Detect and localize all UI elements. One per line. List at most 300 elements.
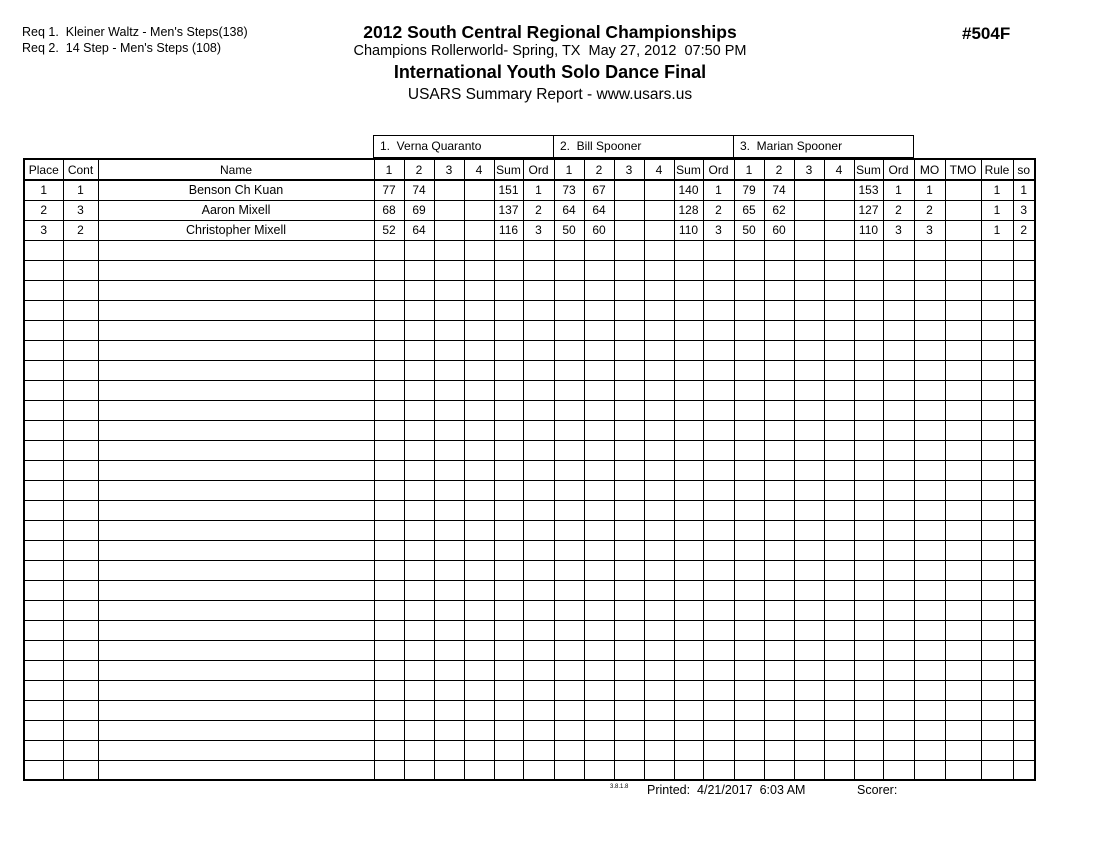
empty-cell: [24, 560, 63, 580]
empty-cell: [1013, 440, 1035, 460]
empty-cell: [434, 240, 464, 260]
empty-cell: [464, 400, 494, 420]
empty-cell: [703, 740, 734, 760]
empty-cell: [614, 680, 644, 700]
empty-cell: [914, 420, 945, 440]
empty-cell: [404, 640, 434, 660]
empty-cell: [883, 540, 914, 560]
column-header: Rule: [981, 159, 1013, 180]
empty-cell: [674, 280, 703, 300]
empty-cell: [945, 280, 981, 300]
empty-cell: [63, 460, 98, 480]
empty-cell: [98, 680, 374, 700]
empty-cell: [674, 340, 703, 360]
results-table-header: [24, 159, 1035, 180]
empty-cell: [24, 640, 63, 660]
column-header: Ord: [703, 159, 734, 180]
empty-cell: [674, 700, 703, 720]
empty-cell: [464, 420, 494, 440]
empty-cell: [24, 460, 63, 480]
empty-cell: [464, 560, 494, 580]
empty-cell: [434, 680, 464, 700]
empty-cell: [644, 640, 674, 660]
empty-cell: [764, 360, 794, 380]
table-cell: [614, 180, 644, 200]
empty-cell: [404, 360, 434, 380]
empty-cell: [614, 600, 644, 620]
empty-cell: [674, 720, 703, 740]
empty-cell: [764, 500, 794, 520]
empty-cell: [98, 480, 374, 500]
empty-cell: [703, 700, 734, 720]
empty-cell: [914, 300, 945, 320]
empty-row: [24, 640, 1035, 660]
empty-cell: [554, 560, 584, 580]
empty-cell: [854, 400, 883, 420]
empty-cell: [494, 580, 523, 600]
empty-cell: [584, 360, 614, 380]
table-cell: 1: [523, 180, 554, 200]
empty-cell: [494, 240, 523, 260]
empty-cell: [674, 560, 703, 580]
empty-cell: [883, 660, 914, 680]
empty-cell: [734, 640, 764, 660]
empty-cell: [644, 740, 674, 760]
column-header: MO: [914, 159, 945, 180]
empty-cell: [945, 240, 981, 260]
empty-cell: [945, 320, 981, 340]
empty-cell: [464, 480, 494, 500]
empty-cell: [614, 520, 644, 540]
empty-cell: [374, 280, 404, 300]
empty-cell: [584, 760, 614, 780]
empty-cell: [1013, 700, 1035, 720]
version-number: 3.8.1.8: [610, 784, 629, 790]
empty-cell: [614, 240, 644, 260]
empty-cell: [494, 600, 523, 620]
table-cell: [464, 220, 494, 240]
empty-cell: [824, 300, 854, 320]
empty-cell: [981, 320, 1013, 340]
empty-cell: [674, 540, 703, 560]
empty-cell: [98, 380, 374, 400]
table-cell: 1: [703, 180, 734, 200]
empty-cell: [883, 420, 914, 440]
empty-cell: [494, 360, 523, 380]
empty-cell: [63, 700, 98, 720]
empty-cell: [404, 320, 434, 340]
empty-row: [24, 300, 1035, 320]
empty-cell: [554, 280, 584, 300]
empty-cell: [794, 240, 824, 260]
empty-cell: [703, 300, 734, 320]
empty-cell: [523, 660, 554, 680]
column-header: TMO: [945, 159, 981, 180]
empty-cell: [614, 480, 644, 500]
empty-cell: [794, 740, 824, 760]
empty-cell: [434, 640, 464, 660]
empty-cell: [644, 260, 674, 280]
table-cell: [614, 200, 644, 220]
empty-cell: [584, 680, 614, 700]
empty-cell: [434, 660, 464, 680]
empty-cell: [374, 240, 404, 260]
empty-cell: [404, 420, 434, 440]
empty-cell: [703, 480, 734, 500]
empty-cell: [614, 380, 644, 400]
empty-cell: [554, 500, 584, 520]
table-cell: [945, 220, 981, 240]
column-header: 4: [464, 159, 494, 180]
empty-cell: [374, 500, 404, 520]
empty-cell: [614, 420, 644, 440]
empty-cell: [981, 740, 1013, 760]
scorer-label: Scorer:: [857, 783, 898, 797]
empty-row: [24, 560, 1035, 580]
empty-cell: [98, 320, 374, 340]
empty-cell: [981, 480, 1013, 500]
empty-cell: [374, 420, 404, 440]
column-header: Ord: [883, 159, 914, 180]
empty-cell: [614, 280, 644, 300]
empty-cell: [464, 680, 494, 700]
empty-cell: [63, 740, 98, 760]
empty-cell: [523, 460, 554, 480]
empty-cell: [98, 620, 374, 640]
empty-cell: [764, 460, 794, 480]
empty-cell: [554, 440, 584, 460]
empty-cell: [794, 420, 824, 440]
column-header: 4: [824, 159, 854, 180]
empty-cell: [824, 760, 854, 780]
column-header: 2: [404, 159, 434, 180]
empty-cell: [764, 520, 794, 540]
empty-cell: [644, 460, 674, 480]
empty-cell: [914, 520, 945, 540]
table-cell: 3: [63, 200, 98, 220]
empty-cell: [554, 360, 584, 380]
empty-cell: [883, 360, 914, 380]
empty-cell: [1013, 540, 1035, 560]
empty-cell: [914, 600, 945, 620]
empty-cell: [63, 620, 98, 640]
empty-cell: [523, 440, 554, 460]
empty-cell: [523, 600, 554, 620]
empty-cell: [734, 660, 764, 680]
empty-cell: [523, 340, 554, 360]
empty-cell: [674, 740, 703, 760]
table-cell: 69: [404, 200, 434, 220]
empty-cell: [703, 760, 734, 780]
judge-2-name-box: 2. Bill Spooner: [553, 135, 734, 158]
empty-cell: [914, 480, 945, 500]
empty-cell: [674, 240, 703, 260]
empty-cell: [584, 420, 614, 440]
empty-row: [24, 280, 1035, 300]
empty-cell: [914, 460, 945, 480]
table-cell: 3: [523, 220, 554, 240]
table-cell: 77: [374, 180, 404, 200]
table-cell: [644, 220, 674, 240]
empty-row: [24, 580, 1035, 600]
column-header: Sum: [494, 159, 523, 180]
empty-cell: [854, 500, 883, 520]
empty-cell: [523, 560, 554, 580]
empty-cell: [1013, 380, 1035, 400]
table-cell: 64: [554, 200, 584, 220]
empty-cell: [494, 660, 523, 680]
empty-cell: [98, 280, 374, 300]
empty-cell: [584, 500, 614, 520]
empty-cell: [584, 620, 614, 640]
empty-cell: [734, 520, 764, 540]
empty-cell: [494, 260, 523, 280]
empty-cell: [464, 640, 494, 660]
empty-cell: [494, 440, 523, 460]
empty-cell: [584, 280, 614, 300]
empty-cell: [734, 500, 764, 520]
empty-cell: [24, 360, 63, 380]
empty-row: [24, 540, 1035, 560]
empty-cell: [914, 560, 945, 580]
empty-cell: [584, 260, 614, 280]
empty-cell: [98, 760, 374, 780]
empty-cell: [464, 600, 494, 620]
empty-cell: [981, 460, 1013, 480]
table-cell: 1: [883, 180, 914, 200]
empty-row: [24, 260, 1035, 280]
empty-cell: [24, 760, 63, 780]
empty-cell: [734, 740, 764, 760]
empty-cell: [494, 540, 523, 560]
empty-cell: [824, 700, 854, 720]
column-header: 2: [584, 159, 614, 180]
empty-cell: [404, 660, 434, 680]
empty-cell: [734, 280, 764, 300]
empty-cell: [764, 680, 794, 700]
empty-row: [24, 320, 1035, 340]
empty-cell: [98, 660, 374, 680]
table-cell: 50: [554, 220, 584, 240]
empty-cell: [883, 760, 914, 780]
table-cell: 128: [674, 200, 703, 220]
empty-cell: [794, 760, 824, 780]
column-header: 1: [554, 159, 584, 180]
empty-cell: [523, 500, 554, 520]
empty-cell: [734, 720, 764, 740]
empty-cell: [98, 560, 374, 580]
empty-cell: [434, 740, 464, 760]
empty-cell: [584, 380, 614, 400]
empty-cell: [63, 240, 98, 260]
empty-cell: [63, 540, 98, 560]
empty-cell: [404, 340, 434, 360]
empty-cell: [644, 580, 674, 600]
empty-cell: [584, 700, 614, 720]
empty-cell: [374, 740, 404, 760]
empty-cell: [374, 720, 404, 740]
empty-cell: [523, 740, 554, 760]
empty-cell: [644, 280, 674, 300]
table-cell: [945, 180, 981, 200]
empty-cell: [374, 640, 404, 660]
empty-row: [24, 620, 1035, 640]
empty-cell: [63, 480, 98, 500]
empty-cell: [794, 320, 824, 340]
empty-cell: [644, 680, 674, 700]
empty-cell: [703, 280, 734, 300]
empty-cell: [98, 420, 374, 440]
empty-cell: [644, 540, 674, 560]
empty-cell: [404, 740, 434, 760]
table-cell: 1: [981, 220, 1013, 240]
empty-cell: [63, 640, 98, 660]
empty-cell: [764, 400, 794, 420]
empty-cell: [883, 520, 914, 540]
empty-cell: [945, 500, 981, 520]
empty-cell: [703, 380, 734, 400]
empty-cell: [523, 640, 554, 660]
empty-cell: [374, 360, 404, 380]
empty-cell: [98, 720, 374, 740]
empty-cell: [945, 560, 981, 580]
header-row: [24, 159, 1035, 180]
judge-1-name-box: 1. Verna Quaranto: [373, 135, 554, 158]
empty-cell: [554, 640, 584, 660]
empty-row: [24, 340, 1035, 360]
event-title: International Youth Solo Dance Final: [393, 62, 707, 82]
empty-cell: [1013, 600, 1035, 620]
empty-row: [24, 420, 1035, 440]
empty-cell: [98, 540, 374, 560]
empty-cell: [914, 500, 945, 520]
table-cell: 2: [523, 200, 554, 220]
empty-cell: [883, 740, 914, 760]
table-cell: 65: [734, 200, 764, 220]
empty-cell: [24, 420, 63, 440]
empty-cell: [854, 440, 883, 460]
empty-cell: [854, 300, 883, 320]
empty-cell: [945, 540, 981, 560]
empty-cell: [854, 520, 883, 540]
empty-cell: [494, 740, 523, 760]
empty-cell: [794, 460, 824, 480]
empty-cell: [764, 740, 794, 760]
empty-cell: [614, 540, 644, 560]
empty-cell: [824, 400, 854, 420]
empty-cell: [464, 280, 494, 300]
table-cell: 1: [914, 180, 945, 200]
empty-cell: [764, 300, 794, 320]
empty-cell: [614, 340, 644, 360]
empty-cell: [734, 760, 764, 780]
empty-cell: [794, 660, 824, 680]
event-number: #504F: [962, 24, 1011, 43]
empty-cell: [584, 480, 614, 500]
empty-cell: [24, 280, 63, 300]
empty-cell: [794, 280, 824, 300]
empty-cell: [464, 620, 494, 640]
empty-cell: [434, 320, 464, 340]
empty-cell: [98, 740, 374, 760]
empty-cell: [945, 700, 981, 720]
empty-cell: [98, 700, 374, 720]
empty-row: [24, 700, 1035, 720]
empty-cell: [404, 620, 434, 640]
empty-cell: [824, 380, 854, 400]
empty-cell: [703, 500, 734, 520]
empty-cell: [554, 740, 584, 760]
empty-cell: [764, 440, 794, 460]
empty-cell: [945, 300, 981, 320]
empty-cell: [554, 680, 584, 700]
empty-cell: [523, 680, 554, 700]
empty-cell: [523, 700, 554, 720]
empty-cell: [854, 760, 883, 780]
empty-cell: [374, 520, 404, 540]
empty-cell: [914, 280, 945, 300]
empty-cell: [63, 320, 98, 340]
empty-cell: [945, 340, 981, 360]
empty-cell: [464, 460, 494, 480]
empty-cell: [523, 300, 554, 320]
empty-cell: [24, 240, 63, 260]
empty-row: [24, 380, 1035, 400]
empty-cell: [63, 300, 98, 320]
empty-cell: [734, 620, 764, 640]
table-cell: 67: [584, 180, 614, 200]
empty-cell: [644, 340, 674, 360]
empty-cell: [824, 560, 854, 580]
table-cell: 137: [494, 200, 523, 220]
empty-cell: [854, 620, 883, 640]
empty-cell: [794, 580, 824, 600]
empty-cell: [914, 580, 945, 600]
empty-cell: [945, 440, 981, 460]
empty-cell: [794, 560, 824, 580]
empty-cell: [404, 380, 434, 400]
empty-cell: [98, 340, 374, 360]
table-cell: 3: [1013, 200, 1035, 220]
empty-cell: [1013, 480, 1035, 500]
empty-row: [24, 460, 1035, 480]
empty-cell: [914, 240, 945, 260]
empty-cell: [981, 440, 1013, 460]
empty-cell: [703, 360, 734, 380]
empty-cell: [1013, 740, 1035, 760]
empty-cell: [794, 380, 824, 400]
empty-cell: [945, 360, 981, 380]
empty-cell: [554, 540, 584, 560]
empty-cell: [644, 560, 674, 580]
empty-cell: [1013, 400, 1035, 420]
empty-cell: [854, 660, 883, 680]
empty-cell: [523, 400, 554, 420]
empty-cell: [494, 280, 523, 300]
empty-cell: [794, 400, 824, 420]
table-cell: [824, 220, 854, 240]
empty-cell: [374, 320, 404, 340]
empty-cell: [554, 240, 584, 260]
empty-cell: [63, 360, 98, 380]
empty-cell: [914, 340, 945, 360]
empty-cell: [494, 720, 523, 740]
empty-cell: [554, 260, 584, 280]
empty-cell: [945, 740, 981, 760]
empty-cell: [981, 500, 1013, 520]
empty-cell: [584, 560, 614, 580]
table-cell: 3: [703, 220, 734, 240]
